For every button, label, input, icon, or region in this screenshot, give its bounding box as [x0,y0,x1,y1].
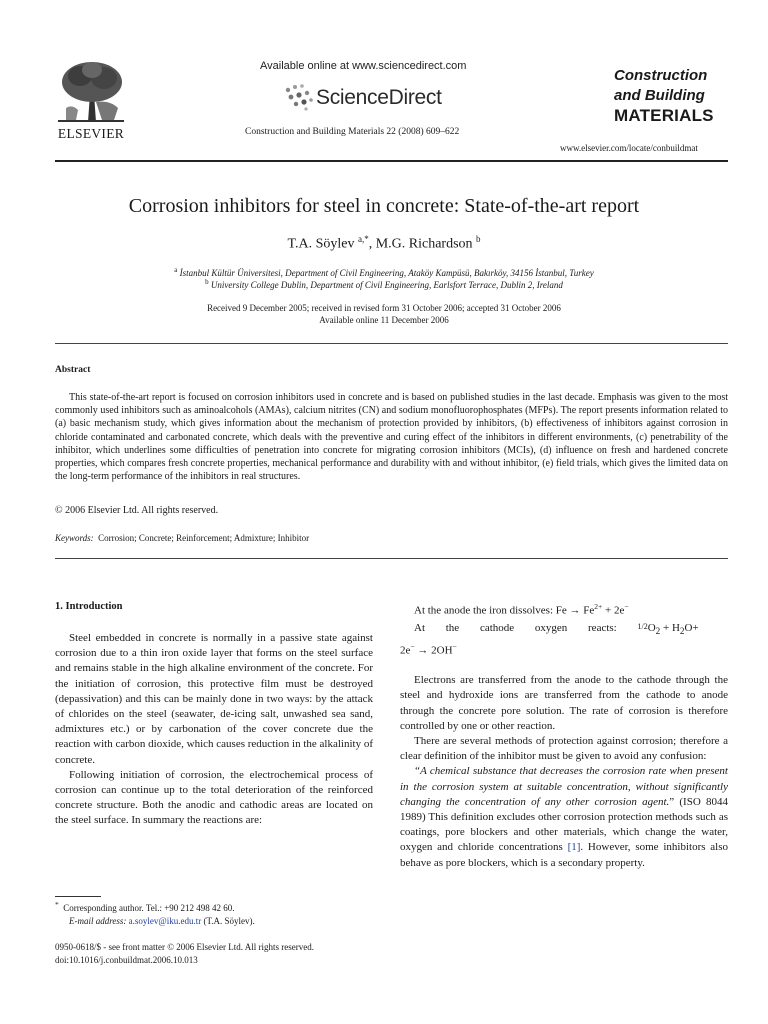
fraction: 1/2 [637,621,648,631]
definition-quote: “A chemical substance that decreases the corrosion rate when present in the corrosion system at suitable concentration, without significantly changing the concentration of any other corrosion agent. [400,765,728,808]
reaction-text: 2e [400,644,411,657]
author-affiliation-marker[interactable]: b [476,234,481,244]
charge-superscript: − [452,642,457,652]
abstract-divider [55,558,728,559]
reaction-text: → 2OH [414,644,453,657]
keywords-label: Keywords: [55,533,94,543]
cathode-reaction [400,619,728,639]
article-title: Corrosion inhibitors for steel in concrete: State-of-the-art report [128,195,640,217]
email-link[interactable]: a.soylev@iku.edu.tr [128,915,202,926]
article-history [0,302,768,326]
charge-superscript: − [410,642,415,652]
footnote-marker: * [55,900,59,909]
affiliation-b [0,278,768,290]
abstract-heading: Abstract [55,365,91,375]
issn-line: 0950-0618/$ - see front matter © 2006 Elsevier Ltd. All rights reserved. [55,942,315,952]
author-affiliation-marker[interactable]: a,* [357,234,369,244]
affiliation-marker: a [174,266,178,274]
definition-paragraph [400,764,728,870]
author-list [0,234,768,253]
header-divider [55,160,728,162]
reaction-text: + 2e [602,604,625,617]
anode-reaction [400,599,728,619]
affiliation-text: İstanbul Kültür Üniversitesi, Department of Civil Engineering, Ataköy Kampüsü, Bakırköy, 34156 İstanbul, Turkey [179,268,594,278]
body-text: ” (ISO 8044 1989) This definition excludes other corrosion protection methods such as coatings, pore blockers and other materials, which change the water, oxygen and chloride concentrations [400,795,728,854]
reaction-text: O [647,621,656,634]
keywords-line [55,533,309,543]
journal-title-logo [614,66,729,126]
journal-url-link[interactable]: www.elsevier.com/locate/conbuildmat [560,143,698,153]
charge-superscript: 2+ [594,602,603,611]
footnote-divider [55,896,101,897]
body-text: . However, some inhibitors also behave as pore blockers, which is a secondary property. [400,841,729,869]
reaction-text: + H [660,621,680,634]
footnote-text: (T.A. Söylev). [201,915,255,926]
journal-title-line2: and Building [614,87,705,104]
section-heading-introduction: 1. Introduction [55,601,123,612]
right-column [400,599,728,871]
charge-superscript: − [624,602,629,611]
keywords-list: Corrosion; Concrete; Reinforcement; Admixture; Inhibitor [98,533,310,543]
body-paragraph: There are several methods of protection against corrosion; therefore a clear definition of the inhibitor must be given to avoid any confusion: [400,734,728,763]
subscript: 2 [679,626,685,637]
sciencedirect-wordmark: ScienceDirect [316,86,442,109]
journal-title-line3: MATERIALS [614,106,714,125]
publisher-name: ELSEVIER [57,126,125,141]
author-separator: , [368,236,376,252]
body-paragraph: Following initiation of corrosion, the electrochemical process of corrosion can continue up to the total deterioration of the reinforced concrete structure. Both the anodic and cathodic areas are located on the steel surface. In summary the reactions are: [55,768,373,827]
author-name: T.A. Söylev [287,236,355,252]
body-paragraph: Electrons are transferred from the anode to the cathode through the steel and hydroxide ions are transferred from the cathode to anode through the concrete pore solution. The rate of corrosion is therefore controlled by one or other reaction. [400,674,728,732]
available-online-date: Available online 11 December 2006 [319,315,449,325]
doi-link[interactable]: doi:10.1016/j.conbuildmat.2006.10.013 [55,954,198,965]
body-paragraph: Steel embedded in concrete is normally in a passive state against corrosion due to a thin iron oxide layer that forms on the steel surface and remains stable in the high alkaline environment of the concrete. For the initiation of corrosion, this protective film must be destroyed (depassivation) and this can be mainly done in two ways: by the attack of chlorides on the steel (seawater, de-icing salt, unwashed sea sand, admixtures etc.) or by carbonation of the cover concrete due the reaction with carbon dioxide, which causes reduction in the alkalinity of concrete. [55,632,373,766]
corresponding-author-footnote [55,899,375,927]
footnote-corresponding [55,899,375,915]
received-dates: Received 9 December 2005; received in revised form 31 October 2006; accepted 31 October 2006 [207,303,561,313]
affiliation-marker: b [205,278,209,286]
citation-link[interactable]: [1] [567,841,581,854]
affiliation-text: University College Dublin, Department of Civil Engineering, Earlsfort Terrace, Dublin 2, Ireland [210,280,563,290]
footnote-email [55,915,375,928]
cathode-reaction-continued [400,639,728,659]
footnote-text: Corresponding author. Tel.: +90 212 498 42 60. [63,903,235,913]
journal-citation: Construction and Building Materials 22 (2008) 609–622 [245,127,460,137]
abstract-text: This state-of-the-art report is focused on corrosion inhibitors used in concrete and is based on published studies in the last decade. Emphasis was given to the most commonly used inhibitors such as aminoalcohols (AMAs), calcium nitrites (CN) and sodium monofluorophosphates (MFPs). The report presents information related to (a) basic mechanism study, which gives information about the mechanism of protection provided by inhibitors, (b) effectiveness of inhibitors against corrosion in chloride contaminated and carbonated concrete, which deals with the preventive and curing effect of the inhibitors in different environments, (c) penetrability of the inhibitor, which underlines some difficulties of penetration into concrete for migrating corrosion inhibitors (MCIs), (d) influence on fresh and hardened concrete properties, which compares fresh concrete properties, mechanical performance and durability with and without inhibitor, (e) field trials, which gives the limited data on the long-term performance of the inhibitors in real structures. [55,392,728,483]
available-online-text[interactable]: Available online at www.sciencedirect.com [260,60,467,72]
sciencedirect-dots-icon [282,82,314,112]
email-label: E-mail address: [69,915,127,926]
subscript: 2 [655,626,661,637]
left-column [55,631,373,829]
title-divider [55,343,728,344]
issn-doi-block [55,941,375,966]
journal-title-line1: Construction [614,67,708,84]
reaction-text: At the cathode oxygen reacts: [414,621,638,634]
author-name: M.G. Richardson [375,236,473,252]
copyright-notice: © 2006 Elsevier Ltd. All rights reserved. [55,505,219,516]
reaction-text: O+ [684,621,699,634]
affiliation-a [0,266,768,278]
reaction-text: At the anode the iron dissolves: Fe → Fe [414,604,595,617]
sciencedirect-logo[interactable] [282,80,467,114]
